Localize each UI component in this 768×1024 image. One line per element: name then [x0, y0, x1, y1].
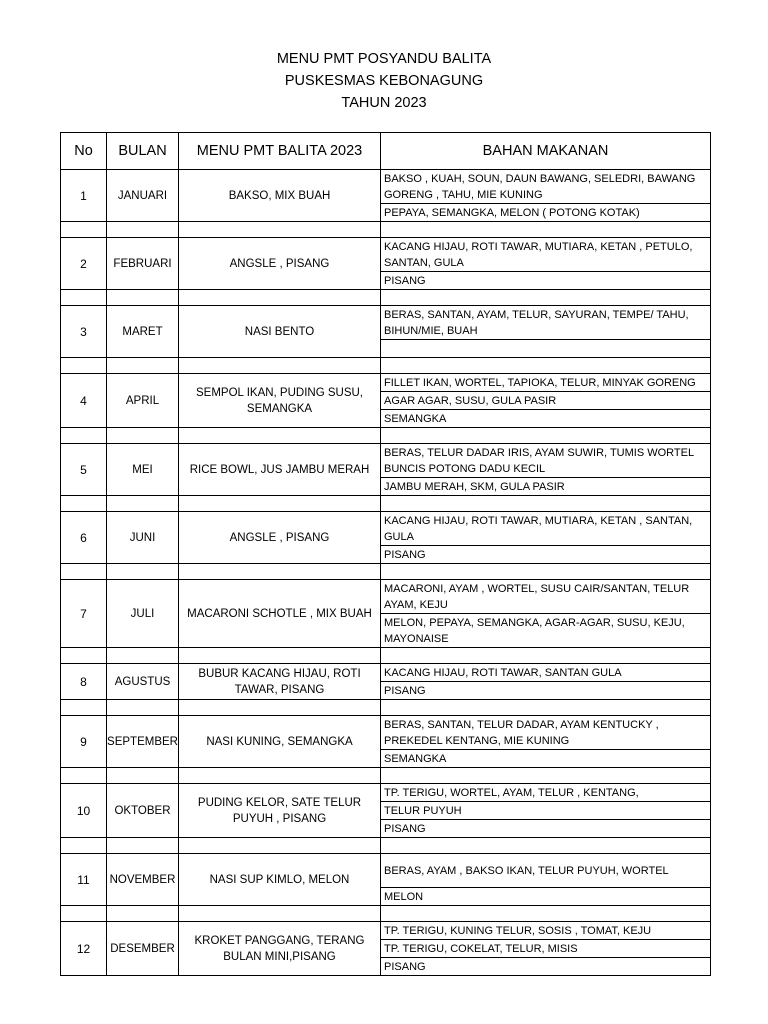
table-header-row — [61, 133, 711, 170]
spacer-row — [61, 906, 711, 922]
empty-cell — [179, 648, 381, 664]
empty-cell — [179, 700, 381, 716]
row-number: 11 — [61, 854, 107, 906]
empty-cell — [381, 648, 711, 664]
empty-cell — [61, 496, 107, 512]
empty-cell — [61, 358, 107, 374]
month-cell: OKTOBER — [107, 784, 179, 838]
table-row — [61, 580, 711, 614]
empty-cell — [61, 428, 107, 444]
ingredient-cell: PISANG — [381, 546, 711, 564]
ingredient-cell: SEMANGKA — [381, 750, 711, 768]
ingredient-cell: BAKSO , KUAH, SOUN, DAUN BAWANG, SELEDRI, BAWANG GORENG , TAHU, MIE KUNING — [381, 170, 711, 204]
empty-cell — [107, 358, 179, 374]
row-number: 5 — [61, 444, 107, 496]
empty-cell — [179, 222, 381, 238]
empty-cell — [107, 906, 179, 922]
month-cell: MARET — [107, 306, 179, 358]
month-cell: JUNI — [107, 512, 179, 564]
column-header-no: No — [61, 133, 107, 170]
empty-cell — [381, 496, 711, 512]
spacer-row — [61, 768, 711, 784]
table-row — [61, 784, 711, 802]
document-title-line-1: MENU PMT POSYANDU BALITA — [276, 51, 492, 67]
empty-cell — [107, 428, 179, 444]
empty-cell — [179, 564, 381, 580]
empty-cell — [107, 648, 179, 664]
row-number: 7 — [61, 580, 107, 648]
ingredient-cell: KACANG HIJAU, ROTI TAWAR, SANTAN GULA — [381, 664, 711, 682]
ingredient-cell: MACARONI, AYAM , WORTEL, SUSU CAIR/SANTAN, TELUR AYAM, KEJU — [381, 580, 711, 614]
empty-cell — [179, 496, 381, 512]
table-row — [61, 664, 711, 682]
row-number: 10 — [61, 784, 107, 838]
spacer-row — [61, 428, 711, 444]
empty-cell — [381, 564, 711, 580]
empty-cell — [107, 564, 179, 580]
ingredient-cell: PEPAYA, SEMANGKA, MELON ( POTONG KOTAK) — [381, 204, 711, 222]
menu-cell: MACARONI SCHOTLE , MIX BUAH — [179, 580, 381, 648]
row-number: 9 — [61, 716, 107, 768]
month-cell: SEPTEMBER — [107, 716, 179, 768]
empty-cell — [381, 906, 711, 922]
empty-cell — [107, 290, 179, 306]
menu-table — [60, 132, 711, 976]
column-header-bahan: BAHAN MAKANAN — [381, 133, 711, 170]
row-number: 6 — [61, 512, 107, 564]
row-number: 12 — [61, 922, 107, 976]
ingredient-cell: TP. TERIGU, WORTEL, AYAM, TELUR , KENTANG, — [381, 784, 711, 802]
month-cell: JULI — [107, 580, 179, 648]
empty-cell — [381, 358, 711, 374]
document-title-line-3: TAHUN 2023 — [341, 95, 427, 111]
ingredient-cell: PISANG — [381, 272, 711, 290]
table-row — [61, 374, 711, 392]
spacer-row — [61, 838, 711, 854]
ingredient-cell: FILLET IKAN, WORTEL, TAPIOKA, TELUR, MINYAK GORENG — [381, 374, 711, 392]
empty-cell — [179, 906, 381, 922]
spacer-row — [61, 700, 711, 716]
ingredient-cell: MELON — [381, 888, 711, 906]
ingredient-cell — [381, 340, 711, 358]
empty-cell — [381, 768, 711, 784]
row-number: 3 — [61, 306, 107, 358]
ingredient-cell: PISANG — [381, 682, 711, 700]
table-row — [61, 306, 711, 340]
ingredient-cell: TELUR PUYUH — [381, 802, 711, 820]
empty-cell — [61, 768, 107, 784]
empty-cell — [61, 290, 107, 306]
spacer-row — [61, 358, 711, 374]
month-cell: NOVEMBER — [107, 854, 179, 906]
menu-cell: SEMPOL IKAN, PUDING SUSU, SEMANGKA — [179, 374, 381, 428]
menu-cell: KROKET PANGGANG, TERANG BULAN MINI,PISANG — [179, 922, 381, 976]
spacer-row — [61, 496, 711, 512]
empty-cell — [61, 700, 107, 716]
empty-cell — [107, 496, 179, 512]
month-cell: FEBRUARI — [107, 238, 179, 290]
menu-cell: NASI BENTO — [179, 306, 381, 358]
empty-cell — [381, 838, 711, 854]
column-header-bulan: BULAN — [107, 133, 179, 170]
menu-cell: PUDING KELOR, SATE TELUR PUYUH , PISANG — [179, 784, 381, 838]
empty-cell — [179, 428, 381, 444]
menu-cell: NASI KUNING, SEMANGKA — [179, 716, 381, 768]
spacer-row — [61, 564, 711, 580]
row-number: 8 — [61, 664, 107, 700]
month-cell: AGUSTUS — [107, 664, 179, 700]
table-body — [61, 170, 711, 976]
table-row — [61, 716, 711, 750]
ingredient-cell: BERAS, TELUR DADAR IRIS, AYAM SUWIR, TUMIS WORTEL BUNCIS POTONG DADU KECIL — [381, 444, 711, 478]
empty-cell — [107, 222, 179, 238]
empty-cell — [381, 428, 711, 444]
table-row — [61, 854, 711, 888]
empty-cell — [61, 564, 107, 580]
document-title-line-2: PUSKESMAS KEBONAGUNG — [284, 73, 484, 89]
empty-cell — [61, 648, 107, 664]
empty-cell — [179, 838, 381, 854]
month-cell: APRIL — [107, 374, 179, 428]
ingredient-cell: PISANG — [381, 820, 711, 838]
month-cell: JANUARI — [107, 170, 179, 222]
menu-cell: ANGSLE , PISANG — [179, 238, 381, 290]
month-cell: DESEMBER — [107, 922, 179, 976]
table-row — [61, 238, 711, 272]
ingredient-cell: KACANG HIJAU, ROTI TAWAR, MUTIARA, KETAN , PETULO, SANTAN, GULA — [381, 238, 711, 272]
row-number: 1 — [61, 170, 107, 222]
ingredient-cell: MELON, PEPAYA, SEMANGKA, AGAR-AGAR, SUSU, KEJU, MAYONAISE — [381, 614, 711, 648]
menu-cell: RICE BOWL, JUS JAMBU MERAH — [179, 444, 381, 496]
ingredient-cell: TP. TERIGU, COKELAT, TELUR, MISIS — [381, 940, 711, 958]
ingredient-cell: JAMBU MERAH, SKM, GULA PASIR — [381, 478, 711, 496]
ingredient-cell: TP. TERIGU, KUNING TELUR, SOSIS , TOMAT, KEJU — [381, 922, 711, 940]
table-row — [61, 444, 711, 478]
empty-cell — [179, 358, 381, 374]
spacer-row — [61, 290, 711, 306]
ingredient-cell: BERAS, SANTAN, TELUR DADAR, AYAM KENTUCKY , PREKEDEL KENTANG, MIE KUNING — [381, 716, 711, 750]
table-row — [61, 922, 711, 940]
ingredient-cell: SEMANGKA — [381, 410, 711, 428]
empty-cell — [179, 768, 381, 784]
empty-cell — [381, 290, 711, 306]
empty-cell — [107, 768, 179, 784]
empty-cell — [107, 838, 179, 854]
empty-cell — [61, 222, 107, 238]
ingredient-cell: BERAS, AYAM , BAKSO IKAN, TELUR PUYUH, WORTEL — [381, 854, 711, 888]
ingredient-cell: PISANG — [381, 958, 711, 976]
spacer-row — [61, 648, 711, 664]
table-row — [61, 512, 711, 546]
row-number: 2 — [61, 238, 107, 290]
ingredient-cell: BERAS, SANTAN, AYAM, TELUR, SAYURAN, TEMPE/ TAHU, BIHUN/MIE, BUAH — [381, 306, 711, 340]
menu-cell: BAKSO, MIX BUAH — [179, 170, 381, 222]
row-number: 4 — [61, 374, 107, 428]
month-cell: MEI — [107, 444, 179, 496]
table-row — [61, 170, 711, 204]
empty-cell — [179, 290, 381, 306]
empty-cell — [61, 906, 107, 922]
ingredient-cell: AGAR AGAR, SUSU, GULA PASIR — [381, 392, 711, 410]
menu-cell: ANGSLE , PISANG — [179, 512, 381, 564]
column-header-menu: MENU PMT BALITA 2023 — [179, 133, 381, 170]
menu-cell: NASI SUP KIMLO, MELON — [179, 854, 381, 906]
empty-cell — [61, 838, 107, 854]
spacer-row — [61, 222, 711, 238]
empty-cell — [381, 700, 711, 716]
empty-cell — [381, 222, 711, 238]
empty-cell — [107, 700, 179, 716]
ingredient-cell: KACANG HIJAU, ROTI TAWAR, MUTIARA, KETAN , SANTAN, GULA — [381, 512, 711, 546]
menu-cell: BUBUR KACANG HIJAU, ROTI TAWAR, PISANG — [179, 664, 381, 700]
